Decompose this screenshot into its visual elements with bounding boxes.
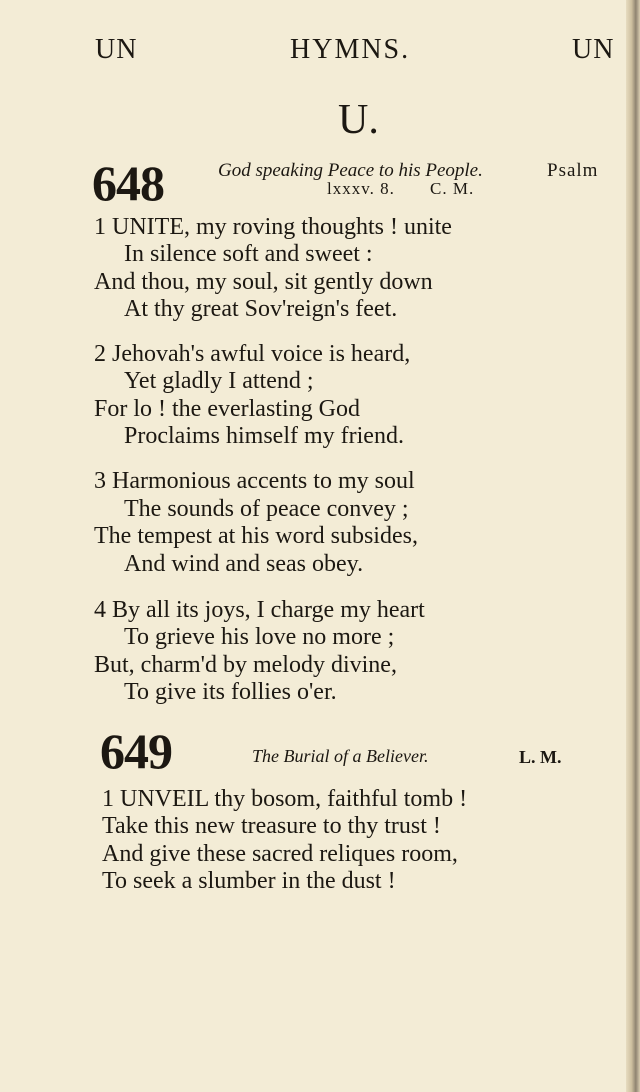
verse-line: 2 Jehovah's awful voice is heard, [94, 341, 411, 367]
verse-line: And wind and seas obey. [124, 551, 364, 577]
verse-line: Yet gladly I attend ; [124, 368, 314, 394]
verse-line: And give these sacred reliques room, [102, 841, 458, 867]
verse-line: For lo ! the everlasting God [94, 396, 360, 422]
verse-line: 1 UNITE, my roving thoughts ! unite [94, 214, 452, 240]
verse-line: And thou, my soul, sit gently down [94, 269, 433, 295]
verse-line: Proclaims himself my friend. [124, 423, 404, 449]
running-head-right: UN [572, 34, 615, 65]
verse-line: At thy great Sov'reign's feet. [124, 296, 398, 322]
hymn-title-ref: Psalm [547, 160, 599, 181]
running-head-left: UN [95, 34, 138, 65]
hymn-number: 648 [92, 155, 164, 211]
verse-line: 3 Harmonious accents to my soul [94, 468, 415, 494]
hymn-title: The Burial of a Believer. [252, 746, 429, 766]
page-edge [626, 0, 640, 1092]
verse-line: The tempest at his word subsides, [94, 523, 418, 549]
verse-line: To seek a slumber in the dust ! [102, 868, 396, 894]
verse-line: To grieve his love no more ; [124, 624, 395, 650]
verse-line: Take this new treasure to thy trust ! [102, 813, 441, 839]
hymn-number: 649 [100, 723, 172, 779]
hymn-meter: L. M. [519, 747, 562, 767]
verse-line: The sounds of peace convey ; [124, 496, 409, 522]
section-letter: U. [338, 97, 379, 143]
verse-line: In silence soft and sweet : [124, 241, 373, 267]
running-head-title: HYMNS. [290, 34, 411, 65]
verse-line: 1 UNVEIL thy bosom, faithful tomb ! [102, 786, 468, 812]
verse-line: But, charm'd by melody divine, [94, 652, 397, 678]
verse-line: To give its follies o'er. [124, 679, 337, 705]
verse-line: 4 By all its joys, I charge my heart [94, 597, 425, 623]
hymn-scripture-ref: lxxxv. 8. [327, 179, 395, 198]
hymn-meter: C. M. [430, 179, 475, 198]
hymn-title: God speaking Peace to his People. [218, 160, 483, 181]
